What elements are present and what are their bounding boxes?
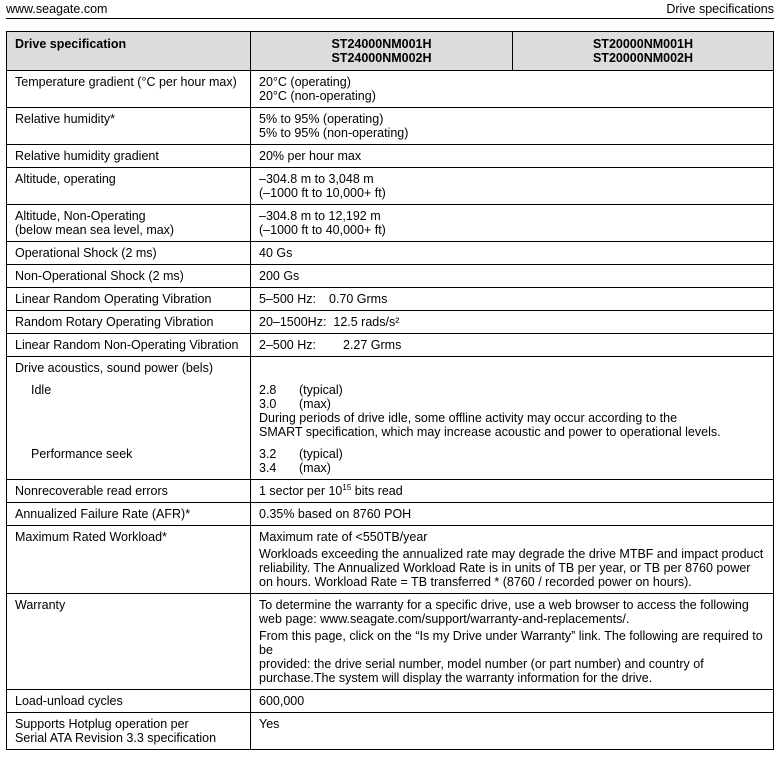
drive-spec-table	[6, 31, 774, 750]
table-row	[7, 288, 774, 311]
spec-value: To determine the warranty for a specific drive, use a web browser to access the following web page: www.seagate.com/support/warranty-and-replacements/. From this page, click on the “Is my Drive under Warranty” link. The following are required to be provided: the drive serial number, model number (or part number) and country of purchase.The system will display the warranty information for the drive.	[251, 594, 774, 690]
spec-label: Load-unload cycles	[7, 690, 251, 713]
table-row	[7, 334, 774, 357]
spec-value: 200 Gs	[251, 265, 774, 288]
table-row	[7, 357, 774, 480]
acoustics-seek-label: Performance seek	[31, 447, 133, 461]
table-row	[7, 503, 774, 526]
spec-value: 5% to 95% (operating) 5% to 95% (non-operating)	[251, 108, 774, 145]
table-row	[7, 265, 774, 288]
spec-value: 40 Gs	[251, 242, 774, 265]
header-website[interactable]: www.seagate.com	[6, 2, 108, 16]
table-row	[7, 311, 774, 334]
spec-value: 0.35% based on 8760 POH	[251, 503, 774, 526]
spec-value: 1 sector per $10^{15}$ bits read	[251, 480, 774, 503]
spec-label: Operational Shock (2 ms)	[7, 242, 251, 265]
spec-value: 600,000	[251, 690, 774, 713]
spec-label: Drive acoustics, sound power (bels) Idle Performance seek	[7, 357, 251, 480]
table-header-row	[7, 32, 774, 71]
spec-label: Maximum Rated Workload*	[7, 526, 251, 594]
spec-label: Temperature gradient (°C per hour max)	[7, 71, 251, 108]
spec-value: 20°C (operating) 20°C (non-operating)	[251, 71, 774, 108]
spec-label: Non-Operational Shock (2 ms)	[7, 265, 251, 288]
spec-label: Linear Random Operating Vibration	[7, 288, 251, 311]
spec-value: Yes	[251, 713, 774, 750]
spec-value: 20% per hour max	[251, 145, 774, 168]
spec-value: –304.8 m to 3,048 m (–1000 ft to 10,000+ ft)	[251, 168, 774, 205]
spec-label: Annualized Failure Rate (AFR)*	[7, 503, 251, 526]
spec-label: Linear Random Non-Operating Vibration	[7, 334, 251, 357]
spec-label: Altitude, operating	[7, 168, 251, 205]
spec-label: Relative humidity gradient	[7, 145, 251, 168]
spec-value: 2–500 Hz: 2.27 Grms	[251, 334, 774, 357]
page-header	[6, 0, 774, 19]
spec-label: Random Rotary Operating Vibration	[7, 311, 251, 334]
spec-label: Warranty	[7, 594, 251, 690]
spec-label: Altitude, Non-Operating (below mean sea level, max)	[7, 205, 251, 242]
table-row	[7, 594, 774, 690]
spec-label: Nonrecoverable read errors	[7, 480, 251, 503]
column-header-spec: Drive specification	[7, 32, 251, 71]
header-section-title: Drive specifications	[666, 2, 774, 16]
column-header-model-b: ST20000NM001H ST20000NM002H	[513, 32, 774, 71]
table-row	[7, 690, 774, 713]
acoustics-idle-label: Idle	[31, 383, 52, 397]
spec-label: Supports Hotplug operation per Serial ATA Revision 3.3 specification	[7, 713, 251, 750]
spec-label: Relative humidity*	[7, 108, 251, 145]
table-row	[7, 242, 774, 265]
table-row	[7, 168, 774, 205]
table-row	[7, 145, 774, 168]
spec-value: 20–1500Hz: 12.5 rads/s²	[251, 311, 774, 334]
spec-value: 2.8 (typical) 3.0 (max) During periods of drive idle, some offline activity may occur according to the SMART specification, which may increase acoustic and power to operational levels. 3.2 (typical) 3.4 (max)	[251, 357, 774, 480]
spec-value: 5–500 Hz: 0.70 Grms	[251, 288, 774, 311]
table-row	[7, 71, 774, 108]
table-row	[7, 713, 774, 750]
spec-value: –304.8 m to 12,192 m (–1000 ft to 40,000+ ft)	[251, 205, 774, 242]
column-header-model-a: ST24000NM001H ST24000NM002H	[251, 32, 513, 71]
table-row	[7, 526, 774, 594]
table-row	[7, 480, 774, 503]
table-row	[7, 205, 774, 242]
spec-value: Maximum rate of <550TB/year Workloads exceeding the annualized rate may degrade the drive MTBF and impact product reliability. The Annualized Workload Rate is in units of TB per year, or TB per 8760 power on hours. Workload Rate = TB transferred * (8760 / recorded power on hours).	[251, 526, 774, 594]
table-row	[7, 108, 774, 145]
